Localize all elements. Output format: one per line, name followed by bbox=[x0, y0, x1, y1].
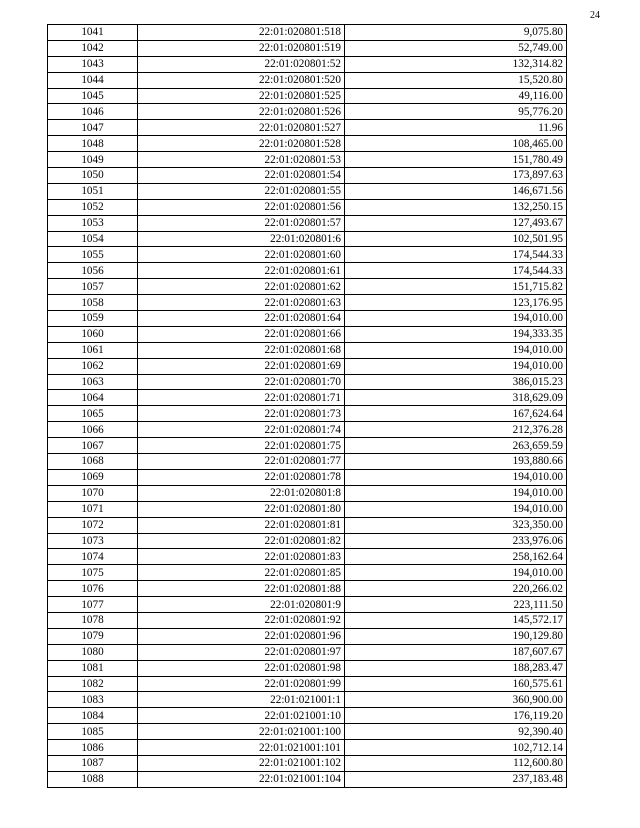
cadastral-number-cell: 22:01:020801:96 bbox=[138, 628, 345, 644]
cadastral-value-cell: 212,376.28 bbox=[345, 422, 567, 438]
cadastral-number-cell: 22:01:020801:85 bbox=[138, 565, 345, 581]
cadastral-number-cell: 22:01:020801:61 bbox=[138, 263, 345, 279]
row-number-cell: 1085 bbox=[48, 724, 138, 740]
cadastral-value-cell: 194,333.35 bbox=[345, 326, 567, 342]
table-row bbox=[48, 279, 567, 295]
cadastral-number-cell: 22:01:020801:56 bbox=[138, 199, 345, 215]
cadastral-number-cell: 22:01:020801:62 bbox=[138, 279, 345, 295]
row-number-cell: 1060 bbox=[48, 326, 138, 342]
row-number-cell: 1087 bbox=[48, 755, 138, 771]
cadastral-number-cell: 22:01:020801:518 bbox=[138, 25, 345, 41]
row-number-cell: 1075 bbox=[48, 565, 138, 581]
table-row bbox=[48, 612, 567, 628]
table-row bbox=[48, 422, 567, 438]
row-number-cell: 1049 bbox=[48, 152, 138, 168]
table-row bbox=[48, 581, 567, 597]
row-number-cell: 1059 bbox=[48, 311, 138, 327]
table-row bbox=[48, 533, 567, 549]
cadastral-value-cell: 146,671.56 bbox=[345, 183, 567, 199]
row-number-cell: 1058 bbox=[48, 295, 138, 311]
cadastral-value-cell: 190,129.80 bbox=[345, 628, 567, 644]
table-row bbox=[48, 724, 567, 740]
row-number-cell: 1070 bbox=[48, 485, 138, 501]
row-number-cell: 1068 bbox=[48, 454, 138, 470]
table-row bbox=[48, 597, 567, 613]
cadastral-number-cell: 22:01:020801:54 bbox=[138, 168, 345, 184]
table-row bbox=[48, 438, 567, 454]
cadastral-number-cell: 22:01:020801:71 bbox=[138, 390, 345, 406]
cadastral-number-cell: 22:01:020801:526 bbox=[138, 104, 345, 120]
cadastral-number-cell: 22:01:020801:6 bbox=[138, 231, 345, 247]
row-number-cell: 1043 bbox=[48, 56, 138, 72]
row-number-cell: 1066 bbox=[48, 422, 138, 438]
table-row bbox=[48, 247, 567, 263]
cadastral-number-cell: 22:01:020801:55 bbox=[138, 183, 345, 199]
cadastral-value-cell: 194,010.00 bbox=[345, 501, 567, 517]
table-row bbox=[48, 549, 567, 565]
cadastral-number-cell: 22:01:021001:10 bbox=[138, 708, 345, 724]
table-row bbox=[48, 771, 567, 787]
table-row bbox=[48, 517, 567, 533]
row-number-cell: 1063 bbox=[48, 374, 138, 390]
row-number-cell: 1052 bbox=[48, 199, 138, 215]
cadastral-value-cell: 194,010.00 bbox=[345, 311, 567, 327]
row-number-cell: 1071 bbox=[48, 501, 138, 517]
row-number-cell: 1048 bbox=[48, 136, 138, 152]
row-number-cell: 1056 bbox=[48, 263, 138, 279]
row-number-cell: 1069 bbox=[48, 469, 138, 485]
table-row bbox=[48, 358, 567, 374]
cadastral-number-cell: 22:01:020801:82 bbox=[138, 533, 345, 549]
row-number-cell: 1046 bbox=[48, 104, 138, 120]
cadastral-value-cell: 123,176.95 bbox=[345, 295, 567, 311]
table-body bbox=[48, 25, 567, 788]
cadastral-number-cell: 22:01:020801:92 bbox=[138, 612, 345, 628]
row-number-cell: 1050 bbox=[48, 168, 138, 184]
row-number-cell: 1073 bbox=[48, 533, 138, 549]
cadastral-value-cell: 194,010.00 bbox=[345, 469, 567, 485]
cadastral-number-cell: 22:01:021001:1 bbox=[138, 692, 345, 708]
table-row bbox=[48, 342, 567, 358]
table-row bbox=[48, 25, 567, 41]
cadastral-number-cell: 22:01:020801:528 bbox=[138, 136, 345, 152]
table-row bbox=[48, 183, 567, 199]
cadastral-value-cell: 323,350.00 bbox=[345, 517, 567, 533]
cadastral-number-cell: 22:01:020801:98 bbox=[138, 660, 345, 676]
row-number-cell: 1080 bbox=[48, 644, 138, 660]
row-number-cell: 1061 bbox=[48, 342, 138, 358]
cadastral-value-cell: 194,010.00 bbox=[345, 342, 567, 358]
cadastral-value-cell: 360,900.00 bbox=[345, 692, 567, 708]
cadastral-value-cell: 174,544.33 bbox=[345, 247, 567, 263]
cadastral-number-cell: 22:01:020801:80 bbox=[138, 501, 345, 517]
cadastral-number-cell: 22:01:021001:100 bbox=[138, 724, 345, 740]
table-row bbox=[48, 469, 567, 485]
cadastral-value-cell: 176,119.20 bbox=[345, 708, 567, 724]
cadastral-value-cell: 151,715.82 bbox=[345, 279, 567, 295]
cadastral-value-cell: 102,501.95 bbox=[345, 231, 567, 247]
cadastral-number-cell: 22:01:020801:75 bbox=[138, 438, 345, 454]
table-row bbox=[48, 295, 567, 311]
cadastral-number-cell: 22:01:020801:64 bbox=[138, 311, 345, 327]
row-number-cell: 1041 bbox=[48, 25, 138, 41]
table-row bbox=[48, 660, 567, 676]
cadastral-number-cell: 22:01:020801:63 bbox=[138, 295, 345, 311]
cadastral-number-cell: 22:01:020801:8 bbox=[138, 485, 345, 501]
cadastral-number-cell: 22:01:020801:99 bbox=[138, 676, 345, 692]
cadastral-number-cell: 22:01:020801:97 bbox=[138, 644, 345, 660]
table-row bbox=[48, 40, 567, 56]
cadastral-value-cell: 263,659.59 bbox=[345, 438, 567, 454]
row-number-cell: 1057 bbox=[48, 279, 138, 295]
cadastral-number-cell: 22:01:020801:74 bbox=[138, 422, 345, 438]
cadastral-value-cell: 173,897.63 bbox=[345, 168, 567, 184]
cadastral-number-cell: 22:01:021001:101 bbox=[138, 740, 345, 756]
cadastral-number-cell: 22:01:020801:520 bbox=[138, 72, 345, 88]
table-row bbox=[48, 501, 567, 517]
cadastral-value-cell: 127,493.67 bbox=[345, 215, 567, 231]
table-row bbox=[48, 168, 567, 184]
table-row bbox=[48, 406, 567, 422]
row-number-cell: 1076 bbox=[48, 581, 138, 597]
cadastral-value-cell: 237,183.48 bbox=[345, 771, 567, 787]
row-number-cell: 1065 bbox=[48, 406, 138, 422]
cadastral-value-cell: 187,607.67 bbox=[345, 644, 567, 660]
cadastral-value-cell: 194,010.00 bbox=[345, 565, 567, 581]
table-row bbox=[48, 676, 567, 692]
cadastral-number-cell: 22:01:020801:81 bbox=[138, 517, 345, 533]
table-row bbox=[48, 565, 567, 581]
row-number-cell: 1051 bbox=[48, 183, 138, 199]
table-row bbox=[48, 56, 567, 72]
cadastral-number-cell: 22:01:021001:102 bbox=[138, 755, 345, 771]
cadastral-value-cell: 102,712.14 bbox=[345, 740, 567, 756]
table-row bbox=[48, 454, 567, 470]
row-number-cell: 1082 bbox=[48, 676, 138, 692]
table-row bbox=[48, 88, 567, 104]
cadastral-number-cell: 22:01:020801:83 bbox=[138, 549, 345, 565]
table-row bbox=[48, 120, 567, 136]
table-row bbox=[48, 708, 567, 724]
cadastral-value-cell: 167,624.64 bbox=[345, 406, 567, 422]
table-row bbox=[48, 311, 567, 327]
cadastral-number-cell: 22:01:020801:88 bbox=[138, 581, 345, 597]
cadastral-number-cell: 22:01:020801:52 bbox=[138, 56, 345, 72]
row-number-cell: 1053 bbox=[48, 215, 138, 231]
cadastral-number-cell: 22:01:020801:527 bbox=[138, 120, 345, 136]
page-number: 24 bbox=[590, 10, 600, 21]
cadastral-number-cell: 22:01:020801:519 bbox=[138, 40, 345, 56]
row-number-cell: 1078 bbox=[48, 612, 138, 628]
cadastral-number-cell: 22:01:020801:60 bbox=[138, 247, 345, 263]
table-row bbox=[48, 199, 567, 215]
cadastral-number-cell: 22:01:021001:104 bbox=[138, 771, 345, 787]
cadastral-value-cell: 223,111.50 bbox=[345, 597, 567, 613]
row-number-cell: 1044 bbox=[48, 72, 138, 88]
cadastral-number-cell: 22:01:020801:53 bbox=[138, 152, 345, 168]
table-row bbox=[48, 755, 567, 771]
cadastral-value-cell: 220,266.02 bbox=[345, 581, 567, 597]
table-row bbox=[48, 72, 567, 88]
table-row bbox=[48, 215, 567, 231]
row-number-cell: 1086 bbox=[48, 740, 138, 756]
cadastral-value-cell: 92,390.40 bbox=[345, 724, 567, 740]
cadastral-value-cell: 151,780.49 bbox=[345, 152, 567, 168]
cadastral-number-cell: 22:01:020801:9 bbox=[138, 597, 345, 613]
row-number-cell: 1064 bbox=[48, 390, 138, 406]
cadastral-value-cell: 132,314.82 bbox=[345, 56, 567, 72]
cadastral-number-cell: 22:01:020801:77 bbox=[138, 454, 345, 470]
cadastral-number-cell: 22:01:020801:525 bbox=[138, 88, 345, 104]
row-number-cell: 1055 bbox=[48, 247, 138, 263]
cadastral-value-cell: 9,075.80 bbox=[345, 25, 567, 41]
row-number-cell: 1062 bbox=[48, 358, 138, 374]
table-row bbox=[48, 485, 567, 501]
cadastral-number-cell: 22:01:020801:68 bbox=[138, 342, 345, 358]
row-number-cell: 1084 bbox=[48, 708, 138, 724]
cadastral-number-cell: 22:01:020801:78 bbox=[138, 469, 345, 485]
cadastral-value-cell: 15,520.80 bbox=[345, 72, 567, 88]
cadastral-value-cell: 160,575.61 bbox=[345, 676, 567, 692]
cadastral-value-cell: 108,465.00 bbox=[345, 136, 567, 152]
table-row bbox=[48, 136, 567, 152]
row-number-cell: 1047 bbox=[48, 120, 138, 136]
row-number-cell: 1081 bbox=[48, 660, 138, 676]
row-number-cell: 1054 bbox=[48, 231, 138, 247]
cadastral-number-cell: 22:01:020801:57 bbox=[138, 215, 345, 231]
row-number-cell: 1083 bbox=[48, 692, 138, 708]
table-row bbox=[48, 390, 567, 406]
table-row bbox=[48, 231, 567, 247]
table-row bbox=[48, 628, 567, 644]
cadastral-value-cell: 386,015.23 bbox=[345, 374, 567, 390]
cadastral-number-cell: 22:01:020801:70 bbox=[138, 374, 345, 390]
table-row bbox=[48, 326, 567, 342]
row-number-cell: 1045 bbox=[48, 88, 138, 104]
table-row bbox=[48, 644, 567, 660]
cadastral-value-cell: 194,010.00 bbox=[345, 485, 567, 501]
cadastral-value-table bbox=[47, 24, 567, 788]
row-number-cell: 1088 bbox=[48, 771, 138, 787]
cadastral-value-cell: 318,629.09 bbox=[345, 390, 567, 406]
table-row bbox=[48, 374, 567, 390]
row-number-cell: 1077 bbox=[48, 597, 138, 613]
row-number-cell: 1074 bbox=[48, 549, 138, 565]
table-row bbox=[48, 152, 567, 168]
table-row bbox=[48, 692, 567, 708]
cadastral-number-cell: 22:01:020801:69 bbox=[138, 358, 345, 374]
cadastral-value-cell: 233,976.06 bbox=[345, 533, 567, 549]
row-number-cell: 1079 bbox=[48, 628, 138, 644]
cadastral-value-cell: 174,544.33 bbox=[345, 263, 567, 279]
cadastral-value-cell: 112,600.80 bbox=[345, 755, 567, 771]
table-row bbox=[48, 263, 567, 279]
row-number-cell: 1072 bbox=[48, 517, 138, 533]
row-number-cell: 1067 bbox=[48, 438, 138, 454]
cadastral-value-cell: 132,250.15 bbox=[345, 199, 567, 215]
row-number-cell: 1042 bbox=[48, 40, 138, 56]
cadastral-number-cell: 22:01:020801:66 bbox=[138, 326, 345, 342]
cadastral-value-cell: 52,749.00 bbox=[345, 40, 567, 56]
table-row bbox=[48, 740, 567, 756]
cadastral-value-cell: 49,116.00 bbox=[345, 88, 567, 104]
table-row bbox=[48, 104, 567, 120]
cadastral-value-cell: 188,283.47 bbox=[345, 660, 567, 676]
cadastral-value-cell: 11.96 bbox=[345, 120, 567, 136]
cadastral-number-cell: 22:01:020801:73 bbox=[138, 406, 345, 422]
cadastral-value-cell: 194,010.00 bbox=[345, 358, 567, 374]
cadastral-value-cell: 145,572.17 bbox=[345, 612, 567, 628]
cadastral-value-cell: 193,880.66 bbox=[345, 454, 567, 470]
cadastral-value-cell: 258,162.64 bbox=[345, 549, 567, 565]
cadastral-value-cell: 95,776.20 bbox=[345, 104, 567, 120]
